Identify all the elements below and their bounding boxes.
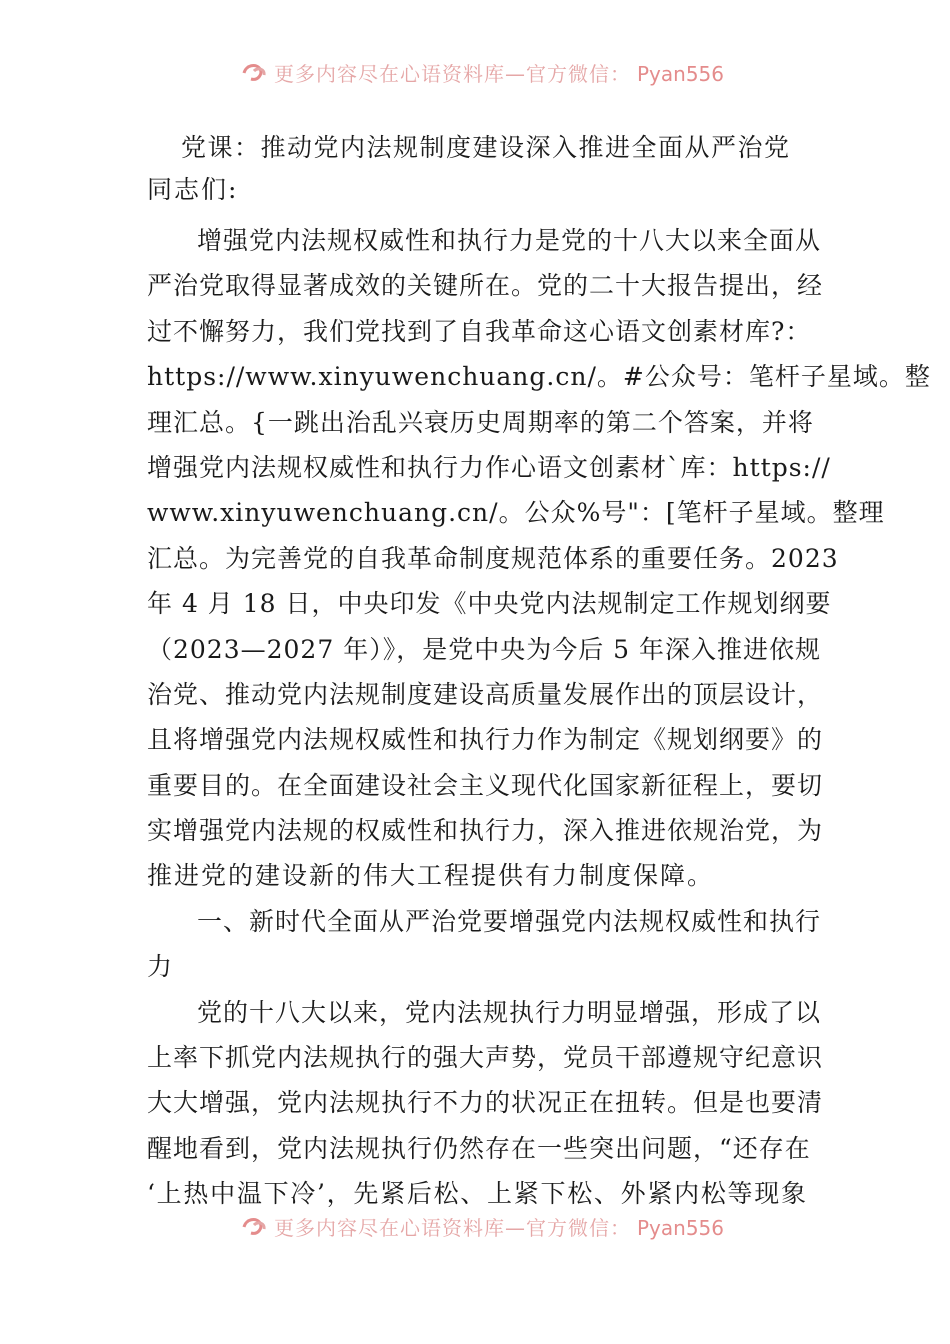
- section-heading-end: 力: [147, 952, 175, 982]
- section-heading: 一、新时代全面从严治党要增强党内法规权威性和执行: [197, 906, 822, 936]
- watermark-id: Pyan556: [637, 62, 725, 86]
- document-title: 党课：推动党内法规制度建设深入推进全面从严治党: [181, 133, 791, 162]
- text-line: （2023—2027 年）》，是党中央为今后 5 年深入推进依规: [147, 634, 821, 664]
- text-line: www.xinyuwenchuang.cn/。公众%号"：[笔杆子星域。整理: [147, 498, 885, 528]
- text-line: 大大增强，党内法规执行不力的状况正在扭转。但是也要清: [147, 1088, 824, 1118]
- text-line: 增强党内法规权威性和执行力是党的十八大以来全面从: [197, 226, 822, 255]
- watermark-id: Pyan556: [637, 1216, 725, 1240]
- text-line: 年 4 月 18 日，中央印发《中央党内法规制定工作规划纲要: [147, 589, 832, 619]
- text-line: 理汇总。{一跳出治乱兴衰历史周期率的第二个答案，并将: [147, 407, 814, 437]
- text-line: 严治党取得显著成效的关键所在。党的二十大报告提出，经: [147, 271, 824, 301]
- watermark-text: 更多内容尽在心语资料库—官方微信：: [274, 1216, 631, 1240]
- text-line: 汇总。为完善党的自我革命制度规范体系的重要任务。2023: [147, 543, 839, 573]
- text-line: 上率下抓党内法规执行的强大声势，党员干部遵规守纪意识: [147, 1043, 824, 1073]
- text-line: 重要目的。在全面建设社会主义现代化国家新征程上，要切: [147, 770, 824, 800]
- logo-icon: [240, 1211, 268, 1239]
- text-line: 且将增强党内法规权威性和执行力作为制定《规划纲要》的: [147, 725, 824, 755]
- text-line: 实增强党内法规的权威性和执行力，深入推进依规治党，为: [147, 816, 824, 846]
- text-line: 醒地看到，党内法规执行仍然存在一些突出问题，“还存在: [147, 1133, 811, 1163]
- text-line: 推进党的建设新的伟大工程提供有力制度保障。: [147, 861, 715, 891]
- text-line: 治党、推动党内法规制度建设高质量发展作出的顶层设计，: [147, 679, 824, 709]
- logo-icon: [240, 57, 268, 85]
- watermark-header: [240, 54, 760, 88]
- watermark-text: 更多内容尽在心语资料库—官方微信：: [274, 62, 631, 86]
- text-line: 党的十八大以来，党内法规执行力明显增强，形成了以: [197, 997, 822, 1027]
- salutation: 同志们:: [147, 175, 239, 204]
- text-line: https://www.xinyuwenchuang.cn/。#公众号：笔杆子星域。整: [147, 362, 931, 392]
- document-body: [147, 128, 931, 1217]
- text-line: 增强党内法规权威性和执行力作心语文创素材`库：https://: [147, 452, 831, 482]
- text-line: ‘上热中温下冷’，先紧后松、上紧下松、外紧内松等现象: [147, 1179, 807, 1209]
- text-line: 过不懈努力，我们党找到了自我革命这心语文创素材库?：: [147, 316, 812, 346]
- watermark-footer: [240, 1208, 760, 1242]
